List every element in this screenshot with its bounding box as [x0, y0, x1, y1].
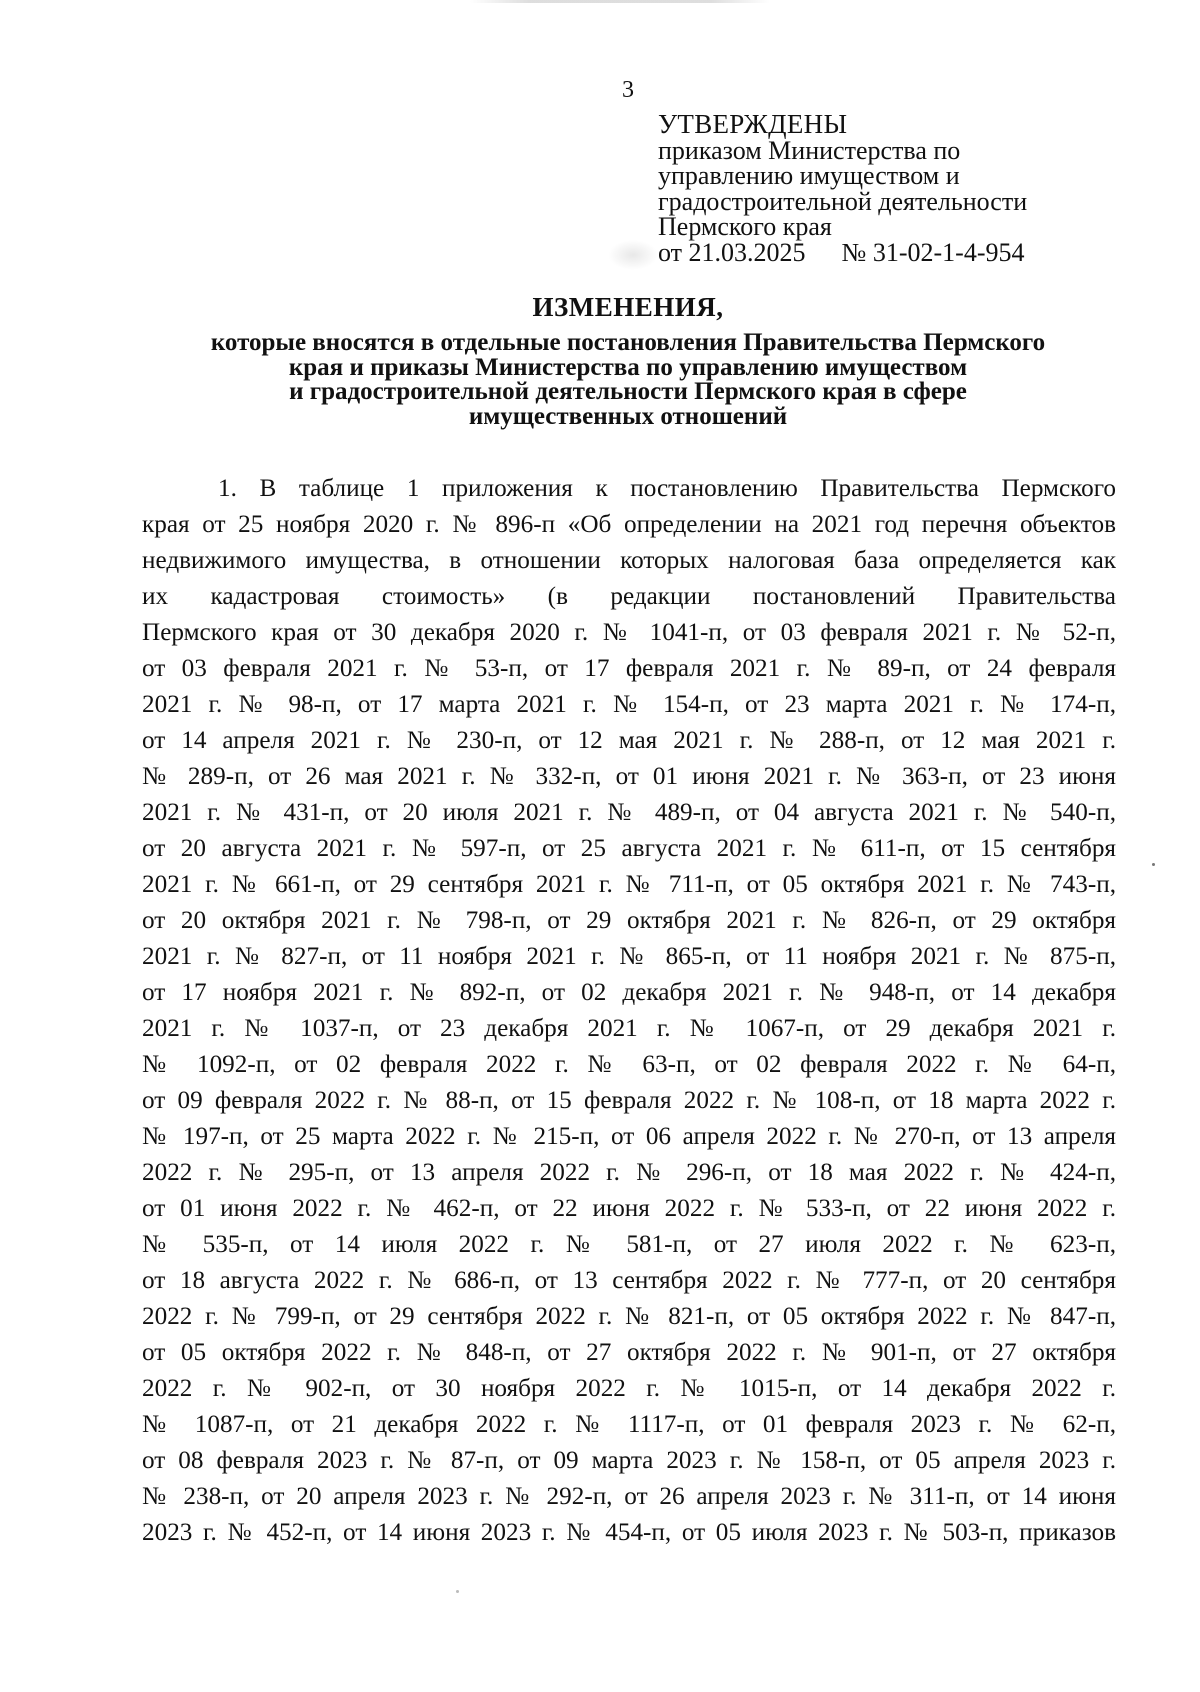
body-line: 2021 г. № 827-п, от 11 ноября 2021 г. № 865-п, от 11 ноября 2021 г. № 875-п, [142, 943, 1116, 970]
body-line: от 01 июня 2022 г. № 462-п, от 22 июня 2022 г. № 533-п, от 22 июня 2022 г. [142, 1195, 1116, 1222]
approval-line: Пермского края [658, 212, 832, 241]
document-title: ИЗМЕНЕНИЯ, [532, 292, 724, 322]
body-paragraph [142, 471, 1116, 1551]
body-line: 1. В таблице 1 приложения к постановлению Правительства Пермского [218, 475, 1116, 502]
scan-edge [470, 0, 770, 3]
scan-speck [1152, 863, 1155, 866]
body-line: № 289-п, от 26 мая 2021 г. № 332-п, от 01 июня 2021 г. № 363-п, от 23 июня [142, 763, 1116, 790]
body-line: от 18 августа 2022 г. № 686-п, от 13 сентября 2022 г. № 777-п, от 20 сентября [142, 1267, 1116, 1294]
subtitle-line: которые вносятся в отдельные постановления Правительства Пермского [210, 329, 1046, 356]
approval-date-row [658, 237, 1118, 267]
body-line: от 03 февраля 2021 г. № 53-п, от 17 февраля 2021 г. № 89-п, от 24 февраля [142, 655, 1116, 682]
body-line: № 1092-п, от 02 февраля 2022 г. № 63-п, от 02 февраля 2022 г. № 64-п, [142, 1051, 1116, 1078]
body-line: от 14 апреля 2021 г. № 230-п, от 12 мая 2021 г. № 288-п, от 12 мая 2021 г. [142, 727, 1116, 754]
body-line: № 1087-п, от 21 декабря 2022 г. № 1117-п, от 01 февраля 2023 г. № 62-п, [142, 1411, 1116, 1438]
scan-speck [456, 1590, 459, 1593]
body-line: 2021 г. № 661-п, от 29 сентября 2021 г. № 711-п, от 05 октября 2021 г. № 743-п, [142, 871, 1116, 898]
body-line: от 05 октября 2022 г. № 848-п, от 27 октября 2022 г. № 901-п, от 27 октября [142, 1339, 1116, 1366]
approval-stamp-block [658, 109, 1118, 267]
body-line: от 17 ноября 2021 г. № 892-п, от 02 декабря 2021 г. № 948-п, от 14 декабря [142, 979, 1116, 1006]
body-line: 2021 г. № 98-п, от 17 марта 2021 г. № 154-п, от 23 марта 2021 г. № 174-п, [142, 691, 1116, 718]
body-line: № 535-п, от 14 июля 2022 г. № 581-п, от 27 июля 2022 г. № 623-п, [142, 1231, 1116, 1258]
body-line: № 197-п, от 25 марта 2022 г. № 215-п, от 06 апреля 2022 г. № 270-п, от 13 апреля [142, 1123, 1116, 1150]
body-line: 2021 г. № 431-п, от 20 июля 2021 г. № 489-п, от 04 августа 2021 г. № 540-п, [142, 799, 1116, 826]
body-line: от 09 февраля 2022 г. № 88-п, от 15 февраля 2022 г. № 108-п, от 18 марта 2022 г. [142, 1087, 1116, 1114]
body-line: от 20 октября 2021 г. № 798-п, от 29 октября 2021 г. № 826-п, от 29 октября [142, 907, 1116, 934]
body-line: их кадастровая стоимость» (в редакции постановлений Правительства [142, 583, 1116, 610]
body-line: Пермского края от 30 декабря 2020 г. № 1041-п, от 03 февраля 2021 г. № 52-п, [142, 619, 1116, 646]
body-line: 2022 г. № 799-п, от 29 сентября 2022 г. № 821-п, от 05 октября 2022 г. № 847-п, [142, 1303, 1116, 1330]
body-line: 2022 г. № 902-п, от 30 ноября 2022 г. № 1015-п, от 14 декабря 2022 г. [142, 1375, 1116, 1402]
body-line: от 20 августа 2021 г. № 597-п, от 25 августа 2021 г. № 611-п, от 15 сентября [142, 835, 1116, 862]
subtitle-line: имущественных отношений [468, 402, 788, 430]
body-line: 2023 г. № 452-п, от 14 июня 2023 г. № 454-п, от 05 июля 2023 г. № 503-п, приказов [142, 1519, 1116, 1546]
subtitle-line: края и приказы Министерства по управлению имуществом [288, 353, 968, 381]
subtitle-line: и градостроительной деятельности Пермского края в сфере [289, 378, 967, 405]
body-line: 2021 г. № 1037-п, от 23 декабря 2021 г. № 1067-п, от 29 декабря 2021 г. [142, 1015, 1116, 1042]
page-number: 3 [622, 77, 634, 103]
body-line: недвижимого имущества, в отношении которых налоговая база определяется как [142, 547, 1116, 574]
body-line: № 238-п, от 20 апреля 2023 г. № 292-п, от 26 апреля 2023 г. № 311-п, от 14 июня [142, 1483, 1116, 1510]
approval-date: от 21.03.2025 [658, 237, 806, 267]
approval-line: управлению имуществом и [658, 161, 960, 190]
document-subtitle [140, 331, 1116, 429]
body-line: 2022 г. № 295-п, от 13 апреля 2022 г. № 296-п, от 18 мая 2022 г. № 424-п, [142, 1159, 1116, 1186]
body-line: от 08 февраля 2023 г. № 87-п, от 09 марта 2023 г. № 158-п, от 05 апреля 2023 г. [142, 1447, 1116, 1474]
approval-line: приказом Министерства по [658, 135, 961, 165]
scan-smudge [608, 240, 658, 270]
approval-line: градостроительной деятельности [658, 186, 1028, 216]
approved-heading: УТВЕРЖДЕНЫ [658, 109, 848, 139]
approval-number: № 31-02-1-4-954 [841, 237, 1025, 267]
body-line: края от 25 ноября 2020 г. № 896-п «Об определении на 2021 год перечня объектов [142, 511, 1116, 538]
